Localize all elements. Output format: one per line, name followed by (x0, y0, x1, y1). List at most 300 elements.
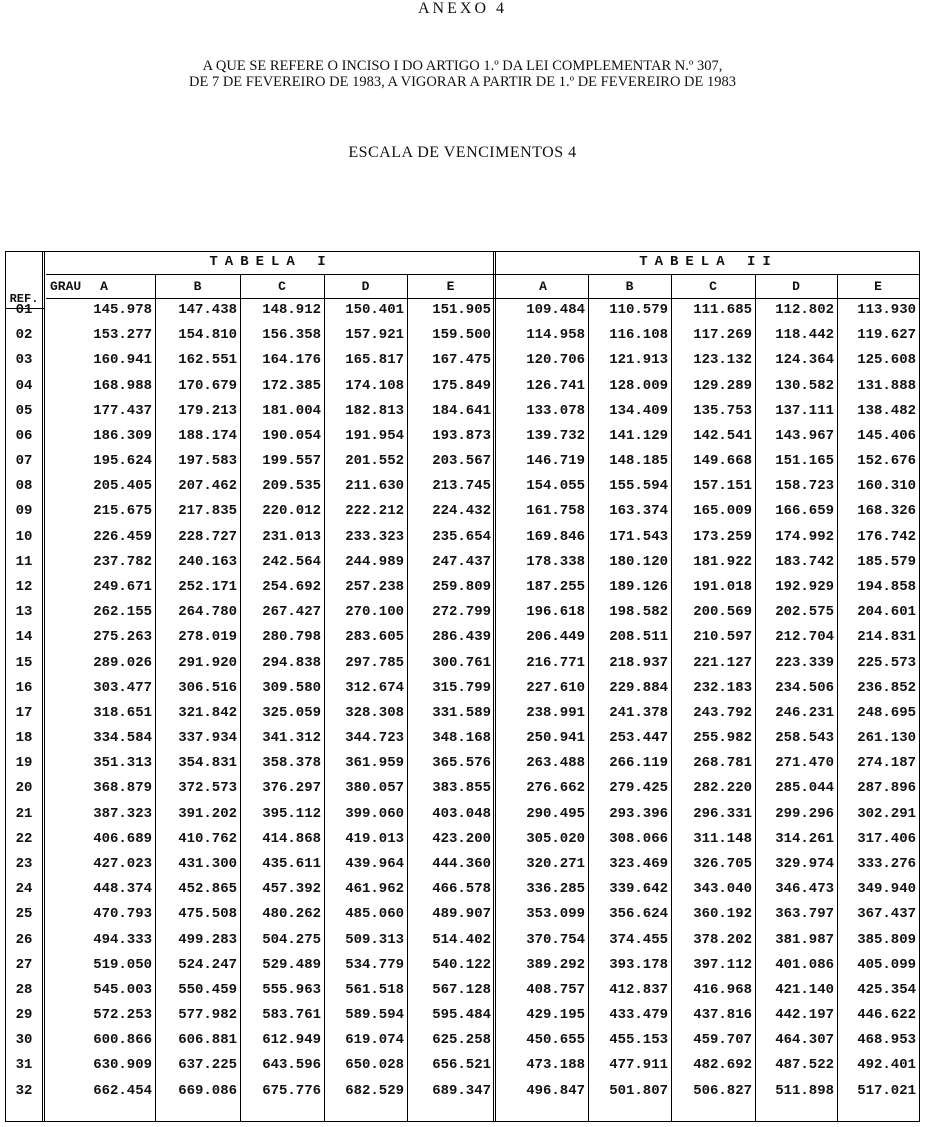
tabela-2-value: 393.178 (609, 956, 668, 973)
tabela-2-value: 124.364 (775, 352, 834, 369)
tabela-2-value: 287.896 (857, 780, 916, 797)
tabela-1-value: 240.163 (178, 553, 237, 570)
tabela-1-value: 289.026 (93, 654, 152, 671)
table-row (6, 299, 919, 322)
tabela-2-value: 446.622 (857, 1007, 916, 1024)
tabela-1-value: 228.727 (178, 528, 237, 545)
tabela-1-value: 157.921 (345, 327, 404, 344)
ref-cell: 20 (15, 780, 33, 797)
tabela-1-value: 167.475 (432, 352, 491, 369)
tabela-1-value: 197.583 (178, 453, 237, 470)
tabela-2-value: 246.231 (775, 704, 834, 721)
tabela-2-value: 263.488 (526, 755, 585, 772)
tabela-2-value: 178.338 (526, 553, 585, 570)
tabela-2-value: 487.522 (775, 1057, 834, 1074)
tabela-2-value: 243.792 (693, 704, 752, 721)
tabela-2-value: 112.802 (775, 302, 834, 318)
tabela-2-value: 285.044 (775, 780, 834, 797)
tabela-1-value: 403.048 (432, 805, 491, 822)
tabela-2-value: 381.987 (775, 931, 834, 948)
ref-cell: 22 (15, 830, 33, 847)
tabela-2-value: 290.495 (526, 805, 585, 822)
tabela-1-value: 519.050 (93, 956, 152, 973)
tabela-2-value: 180.120 (609, 553, 668, 570)
tabela-1-value: 489.907 (432, 906, 491, 923)
ref-cell: 27 (15, 956, 33, 973)
tabela-1-value: 619.074 (345, 1032, 404, 1049)
tabela-1-value: 494.333 (93, 931, 152, 948)
tabela-1-value: 213.745 (432, 478, 491, 495)
tabela-2-value: 126.741 (526, 377, 585, 394)
ref-cell: 32 (15, 1082, 33, 1099)
tabela-1-value: 466.578 (432, 881, 491, 898)
tabela-1-value: 630.909 (93, 1057, 152, 1074)
tabela-1-value: 205.405 (93, 478, 152, 495)
ref-cell: 16 (15, 679, 33, 696)
tabela-1-value: 341.312 (262, 730, 321, 747)
tabela-1-value: 475.508 (178, 906, 237, 923)
tabela-1-value: 509.313 (345, 931, 404, 948)
tabela-1-value: 165.817 (345, 352, 404, 369)
tabela-2-value: 169.846 (526, 528, 585, 545)
tabela-1-value: 567.128 (432, 981, 491, 998)
table-row (6, 576, 919, 599)
table-row (6, 349, 919, 372)
tabela-1-value: 170.679 (178, 377, 237, 394)
tabela-1-value: 306.516 (178, 679, 237, 696)
tabela-2-value: 204.601 (857, 604, 916, 621)
tabela-2-value: 329.974 (775, 855, 834, 872)
tabela-2-value: 326.705 (693, 855, 752, 872)
tabela-1-value: 162.551 (178, 352, 237, 369)
ref-cell: 06 (15, 427, 33, 444)
tabela-2-value: 168.326 (857, 503, 916, 520)
tabela-2-value: 125.608 (857, 352, 916, 369)
tabela-2-value: 437.816 (693, 1007, 752, 1024)
tabela-1-value: 577.982 (178, 1007, 237, 1024)
tabela-2-value: 429.195 (526, 1007, 585, 1024)
tabela-1-value: 312.674 (345, 679, 404, 696)
tabela-1-value: 315.799 (432, 679, 491, 696)
tabela-2-value: 183.742 (775, 553, 834, 570)
ref-cell: 18 (15, 730, 33, 747)
tabela-2-value: 121.913 (609, 352, 668, 369)
tabela-2-value: 425.354 (857, 981, 916, 998)
tabela-2-value: 191.018 (693, 578, 752, 595)
tabela-1-value: 247.437 (432, 553, 491, 570)
tabela-1-value: 156.358 (262, 327, 321, 344)
tabela-1-value: 172.385 (262, 377, 321, 394)
tabela-1-value: 217.835 (178, 503, 237, 520)
tabela-2-value: 305.020 (526, 830, 585, 847)
table-row (6, 526, 919, 549)
tabela-2-value: 442.197 (775, 1007, 834, 1024)
tabela-2-value: 157.151 (693, 478, 752, 495)
table-row (6, 1054, 919, 1077)
table-row (6, 500, 919, 523)
tabela-1-value: 209.535 (262, 478, 321, 495)
tabela-1-value: 181.004 (262, 402, 321, 419)
table-row (6, 777, 919, 800)
table-row (6, 551, 919, 574)
tabela-2-value: 141.129 (609, 427, 668, 444)
table-row (6, 954, 919, 977)
ref-cell: 03 (15, 352, 33, 369)
tabela-2-value: 210.597 (693, 629, 752, 646)
table-row (6, 752, 919, 775)
tabela-1-value: 368.879 (93, 780, 152, 797)
tabela-2-value: 336.285 (526, 881, 585, 898)
tabela-1-value: 267.427 (262, 604, 321, 621)
tabela-1-value: 215.675 (93, 503, 152, 520)
tabela-2-value: 192.929 (775, 578, 834, 595)
table-row (6, 878, 919, 901)
tabela-2-col-b: B (625, 279, 634, 294)
tabela-2-value: 308.066 (609, 830, 668, 847)
tabela-1-value: 358.378 (262, 755, 321, 772)
table-row (6, 1029, 919, 1052)
tabela-1-value: 190.054 (262, 427, 321, 444)
tabela-2-value: 279.425 (609, 780, 668, 797)
tabela-2-value: 174.992 (775, 528, 834, 545)
tabela-1-value: 452.865 (178, 881, 237, 898)
tabela-1-value: 499.283 (178, 931, 237, 948)
tabela-2-value: 468.953 (857, 1032, 916, 1049)
tabela-2-value: 360.192 (693, 906, 752, 923)
tabela-1-header: TABELA I (209, 254, 333, 270)
tabela-1-value: 207.462 (178, 478, 237, 495)
tabela-2-value: 232.183 (693, 679, 752, 696)
tabela-1-value: 391.202 (178, 805, 237, 822)
tabela-1-value: 372.573 (178, 780, 237, 797)
tabela-2-col-e: E (874, 279, 882, 294)
tabela-1-value: 606.881 (178, 1032, 237, 1049)
tabela-1-value: 325.059 (262, 704, 321, 721)
ref-cell: 24 (15, 881, 33, 898)
tabela-2-value: 145.406 (857, 427, 916, 444)
tabela-1-value: 643.596 (262, 1057, 321, 1074)
tabela-2-value: 405.099 (857, 956, 916, 973)
tabela-1-value: 461.962 (345, 881, 404, 898)
tabela-1-value: 534.779 (345, 956, 404, 973)
table-row (6, 601, 919, 624)
tabela-2-value: 176.742 (857, 528, 916, 545)
table-row (6, 450, 919, 473)
tabela-2-value: 323.469 (609, 855, 668, 872)
tabela-2-value: 171.543 (609, 528, 668, 545)
tabela-1-value: 351.313 (93, 755, 152, 772)
tabela-2-value: 120.706 (526, 352, 585, 369)
tabela-2-value: 293.396 (609, 805, 668, 822)
tabela-2-value: 131.888 (857, 377, 916, 394)
tabela-2-value: 496.847 (526, 1082, 585, 1099)
tabela-2-value: 202.575 (775, 604, 834, 621)
scale-title: ESCALA DE VENCIMENTOS 4 (348, 144, 577, 161)
tabela-2-value: 146.719 (526, 453, 585, 470)
tabela-1-value: 252.171 (178, 578, 237, 595)
table-row (6, 979, 919, 1002)
ref-cell: 21 (15, 805, 33, 822)
tabela-2-value: 311.148 (693, 830, 752, 847)
tabela-2-value: 214.831 (857, 629, 916, 646)
tabela-1-value: 361.959 (345, 755, 404, 772)
tabela-1-value: 168.988 (93, 377, 152, 394)
tabela-1-value: 233.323 (345, 528, 404, 545)
tabela-2-value: 412.837 (609, 981, 668, 998)
tabela-1-value: 561.518 (345, 981, 404, 998)
tabela-2-value: 200.569 (693, 604, 752, 621)
tabela-1-value: 514.402 (432, 931, 491, 948)
tabela-2-value: 401.086 (775, 956, 834, 973)
table-row (6, 903, 919, 926)
tabela-2-value: 116.108 (609, 327, 668, 344)
tabela-1-value: 309.580 (262, 679, 321, 696)
table-row (6, 1080, 919, 1103)
tabela-1-value: 457.392 (262, 881, 321, 898)
ref-cell: 29 (15, 1007, 33, 1024)
tabela-1-value: 529.489 (262, 956, 321, 973)
tabela-1-value: 300.761 (432, 654, 491, 671)
tabela-1-value: 545.003 (93, 981, 152, 998)
tabela-2-value: 138.482 (857, 402, 916, 419)
ref-cell: 25 (15, 906, 33, 923)
tabela-2-value: 128.009 (609, 377, 668, 394)
tabela-1-col-b: B (193, 279, 202, 294)
tabela-1-value: 231.013 (262, 528, 321, 545)
tabela-2-value: 154.055 (526, 478, 585, 495)
tabela-2-value: 130.582 (775, 377, 834, 394)
tabela-1-value: 222.212 (345, 503, 404, 520)
tabela-2-value: 363.797 (775, 906, 834, 923)
tabela-2-value: 349.940 (857, 881, 916, 898)
tabela-2-col-a: A (539, 279, 547, 294)
tabela-1-value: 211.630 (345, 478, 404, 495)
tabela-1-value: 555.963 (262, 981, 321, 998)
tabela-2-value: 189.126 (609, 578, 668, 595)
tabela-1-value: 160.941 (93, 352, 152, 369)
tabela-1-value: 275.263 (93, 629, 152, 646)
table-row (6, 828, 919, 851)
tabela-1-value: 235.654 (432, 528, 491, 545)
tabela-2-value: 161.758 (526, 503, 585, 520)
ref-cell: 31 (15, 1057, 33, 1074)
tabela-2-value: 282.220 (693, 780, 752, 797)
tabela-1-value: 254.692 (262, 578, 321, 595)
tabela-1-value: 177.437 (93, 402, 152, 419)
tabela-2-value: 343.040 (693, 881, 752, 898)
tabela-1-value: 186.309 (93, 427, 152, 444)
table-row (6, 375, 919, 398)
tabela-2-value: 238.991 (526, 704, 585, 721)
tabela-2-value: 149.668 (693, 453, 752, 470)
tabela-1-value: 399.060 (345, 805, 404, 822)
tabela-1-value: 278.019 (178, 629, 237, 646)
tabela-1-value: 423.200 (432, 830, 491, 847)
tabela-2-value: 129.289 (693, 377, 752, 394)
ref-cell: 26 (15, 931, 33, 948)
tabela-2-value: 385.809 (857, 931, 916, 948)
tabela-1-value: 331.589 (432, 704, 491, 721)
tabela-1-value: 283.605 (345, 629, 404, 646)
tabela-2-value: 459.707 (693, 1032, 752, 1049)
tabela-1-value: 193.873 (432, 427, 491, 444)
tabela-2-header: TABELA II (639, 254, 778, 270)
ref-cell: 14 (15, 629, 33, 646)
tabela-1-value: 376.297 (262, 780, 321, 797)
tabela-1-value: 682.529 (345, 1082, 404, 1099)
tabela-1-value: 387.323 (93, 805, 152, 822)
table-row (6, 1004, 919, 1027)
tabela-2-value: 258.543 (775, 730, 834, 747)
annex-title: ANEXO 4 (418, 0, 507, 17)
tabela-2-value: 152.676 (857, 453, 916, 470)
tabela-1-col-e: E (446, 279, 455, 294)
tabela-1-value: 334.584 (93, 730, 152, 747)
tabela-1-col-a: A (100, 279, 108, 294)
tabela-2-value: 339.642 (609, 881, 668, 898)
tabela-1-value: 154.810 (178, 327, 237, 344)
tabela-2-value: 408.757 (526, 981, 585, 998)
tabela-1-value: 689.347 (432, 1082, 491, 1099)
tabela-2-value: 133.078 (526, 402, 585, 419)
table-row (6, 425, 919, 448)
tabela-2-value: 187.255 (526, 578, 585, 595)
tabela-1-value: 264.780 (178, 604, 237, 621)
tabela-2-value: 302.291 (857, 805, 916, 822)
tabela-2-value: 268.781 (693, 755, 752, 772)
tabela-1-value: 179.213 (178, 402, 237, 419)
tabela-2-value: 135.753 (693, 402, 752, 419)
tabela-2-value: 296.331 (693, 805, 752, 822)
subtitle-line-1: A QUE SE REFERE O INCISO I DO ARTIGO 1.º DA LEI COMPLEMENTAR N.º 307, (202, 58, 723, 74)
tabela-2-value: 253.447 (609, 730, 668, 747)
ref-cell: 04 (15, 377, 33, 394)
tabela-1-value: 159.500 (432, 327, 491, 344)
tabela-2-value: 353.099 (526, 906, 585, 923)
tabela-2-value: 198.582 (609, 604, 668, 621)
tabela-2-value: 367.437 (857, 906, 916, 923)
tabela-2-value: 181.922 (693, 553, 752, 570)
tabela-2-col-c: C (709, 279, 717, 294)
tabela-1-value: 257.238 (345, 578, 404, 595)
tabela-2-value: 142.541 (693, 427, 752, 444)
tabela-2-value: 223.339 (775, 654, 834, 671)
tabela-1-value: 550.459 (178, 981, 237, 998)
tabela-1-value: 291.920 (178, 654, 237, 671)
tabela-1-value: 148.912 (262, 302, 321, 318)
tabela-2-value: 163.374 (609, 503, 668, 520)
tabela-2-value: 166.659 (775, 503, 834, 520)
tabela-1-value: 203.567 (432, 453, 491, 470)
tabela-1-value: 380.057 (345, 780, 404, 797)
tabela-2-value: 248.695 (857, 704, 916, 721)
tabela-2-value: 119.627 (857, 327, 916, 344)
tabela-2-value: 511.898 (775, 1082, 834, 1099)
tabela-2-value: 196.618 (526, 604, 585, 621)
tabela-1-value: 448.374 (93, 881, 152, 898)
tabela-1-value: 303.477 (93, 679, 152, 696)
tabela-2-value: 455.153 (609, 1032, 668, 1049)
ref-cell: 02 (15, 327, 33, 344)
tabela-1-value: 485.060 (345, 906, 404, 923)
tabela-1-value: 153.277 (93, 327, 152, 344)
tabela-2-value: 114.958 (526, 327, 585, 344)
tabela-2-value: 397.112 (693, 956, 752, 973)
tabela-1-value: 174.108 (345, 377, 404, 394)
tabela-2-col-d: D (792, 279, 800, 294)
tabela-2-value: 320.271 (526, 855, 585, 872)
tabela-1-value: 242.564 (262, 553, 321, 570)
tabela-1-value: 145.978 (93, 302, 152, 318)
table-row (6, 324, 919, 347)
tabela-2-value: 250.941 (526, 730, 585, 747)
tabela-1-value: 164.176 (262, 352, 321, 369)
tabela-1-value: 294.838 (262, 654, 321, 671)
tabela-2-value: 151.165 (775, 453, 834, 470)
tabela-2-value: 274.187 (857, 755, 916, 772)
tabela-2-value: 389.292 (526, 956, 585, 973)
tabela-1-value: 151.905 (432, 302, 491, 318)
tabela-1-value: 337.934 (178, 730, 237, 747)
tabela-2-value: 370.754 (526, 931, 585, 948)
tabela-2-value: 421.140 (775, 981, 834, 998)
tabela-1-value: 354.831 (178, 755, 237, 772)
tabela-1-value: 344.723 (345, 730, 404, 747)
tabela-2-value: 477.911 (609, 1057, 668, 1074)
tabela-2-value: 208.511 (609, 629, 668, 646)
tabela-2-value: 206.449 (526, 629, 585, 646)
tabela-1-value: 383.855 (432, 780, 491, 797)
tabela-2-value: 317.406 (857, 830, 916, 847)
salary-table (5, 251, 920, 1122)
tabela-1-value: 147.438 (178, 302, 237, 318)
tabela-1-value: 625.258 (432, 1032, 491, 1049)
tabela-2-value: 185.579 (857, 553, 916, 570)
tabela-1-value: 410.762 (178, 830, 237, 847)
tabela-2-value: 433.479 (609, 1007, 668, 1024)
tabela-1-value: 280.798 (262, 629, 321, 646)
table-row (6, 702, 919, 725)
tabela-2-value: 109.484 (526, 302, 585, 318)
tabela-2-value: 299.296 (775, 805, 834, 822)
tabela-1-value: 662.454 (93, 1082, 152, 1099)
table-row (6, 803, 919, 826)
tabela-1-value: 419.013 (345, 830, 404, 847)
tabela-2-value: 234.506 (775, 679, 834, 696)
tabela-2-value: 173.259 (693, 528, 752, 545)
tabela-1-value: 272.799 (432, 604, 491, 621)
grau-label: GRAU (50, 279, 82, 294)
ref-cell: 09 (15, 503, 33, 520)
tabela-1-value: 637.225 (178, 1057, 237, 1074)
tabela-1-value: 249.671 (93, 578, 152, 595)
tabela-1-value: 226.459 (93, 528, 152, 545)
tabela-1-col-d: D (361, 279, 370, 294)
tabela-2-value: 255.982 (693, 730, 752, 747)
tabela-1-value: 656.521 (432, 1057, 491, 1074)
tabela-1-value: 188.174 (178, 427, 237, 444)
tabela-2-value: 111.685 (693, 302, 752, 318)
ref-cell: 01 (15, 302, 33, 318)
tabela-2-value: 378.202 (693, 931, 752, 948)
tabela-2-value: 139.732 (526, 427, 585, 444)
tabela-1-value: 480.262 (262, 906, 321, 923)
tabela-2-value: 464.307 (775, 1032, 834, 1049)
tabela-1-value: 431.300 (178, 855, 237, 872)
tabela-1-value: 286.439 (432, 629, 491, 646)
tabela-1-value: 583.761 (262, 1007, 321, 1024)
ref-cell: 10 (15, 528, 33, 545)
